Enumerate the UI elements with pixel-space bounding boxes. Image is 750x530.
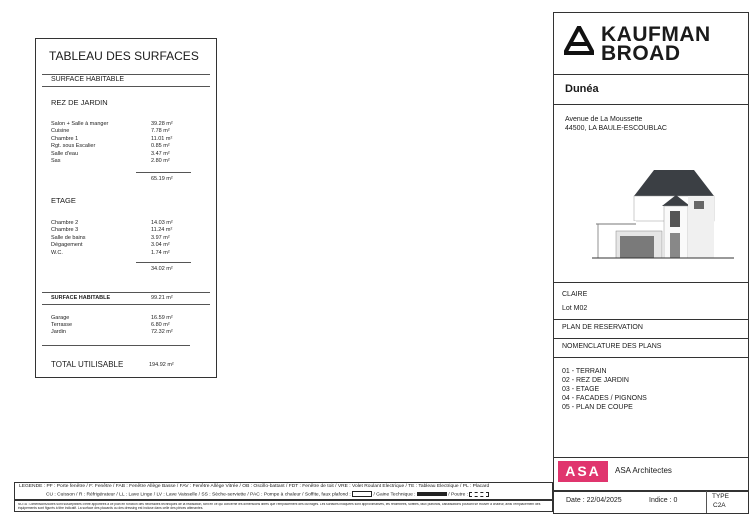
type-label: TYPE xyxy=(712,493,729,500)
row-label: Terrasse xyxy=(51,322,73,329)
group-title-rdj: REZ DE JARDIN xyxy=(51,98,108,107)
nomenclature-list xyxy=(554,357,748,458)
nomenclature-item: 03 - ETAGE xyxy=(562,386,600,393)
type-value: C2A xyxy=(713,502,726,509)
surfaces-table xyxy=(35,38,217,378)
row-value: 3.97 m² xyxy=(151,234,170,241)
asa-logo-icon xyxy=(558,461,608,482)
row-label: Salon + Salle à manger xyxy=(51,121,109,127)
indice-text: Indice : 0 xyxy=(649,497,678,504)
footer-box xyxy=(553,490,749,514)
asa-logo-text: ASA xyxy=(565,463,601,479)
client-name: CLAIRE xyxy=(562,291,588,298)
architect-area xyxy=(554,457,748,491)
nota-text: NOTA : Dimensions/côtes sont susceptibles d'être apportées à ce plan en fonction des nécessités techniques de la réalisation, tant en ce qui concerne les dimensions libres que l'emplacement des ouvrages. Les surfaces indiquées sont approximatives, les retombées, soffites, faux plafonds, canalisations pouvant se trouver à chaleur, ainsi l'emplacement des équipements sont figurés à titre indicatif. La surface des placards ou des dressing est incluse dans celle des pièces attenantes. xyxy=(18,503,541,510)
group-total-etage: 34.02 m² xyxy=(151,266,173,272)
row-value: 16.59 m² xyxy=(151,315,173,321)
surface-habitable-header: SURFACE HABITABLE xyxy=(51,76,125,83)
row-value: 11.24 m² xyxy=(151,227,173,234)
row-label: Chambre 2 xyxy=(51,220,79,226)
row-value: 72.32 m² xyxy=(151,329,173,336)
poutre-symbol-icon xyxy=(469,492,489,497)
plan-type-area xyxy=(554,319,748,339)
legend-line2-a: CU : Cuisson / R : Réfrigérateur / LL : Lave Linge / LV : Lave Vaisselle / SS : Sèche-serviette / PAC : Pompe à chaleur / Soffite, faux plafond : xyxy=(46,492,351,498)
nomenclature-title: NOMENCLATURE DES PLANS xyxy=(562,343,662,350)
group-total-rdj: 65.19 m² xyxy=(151,176,173,182)
legend-line2-c: / Poutre : xyxy=(448,492,469,498)
kb-logo-icon xyxy=(564,26,594,56)
row-label: Garage xyxy=(51,315,70,321)
brand-line1: KAUFMAN xyxy=(601,23,711,46)
row-label: Chambre 1 xyxy=(51,135,79,142)
row-value: 39.28 m² xyxy=(151,121,173,127)
brand-area xyxy=(554,13,748,75)
nomenclature-item: 01 - TERRAIN xyxy=(562,368,607,375)
gaine-symbol-icon xyxy=(417,492,447,496)
nomenclature-item: 05 - PLAN DE COUPE xyxy=(562,404,633,411)
legend-line1: LEGENDE : PF : Porte fenêtre / F: Fenêtre / FAB : Fenêtre Allège Basse / FAV : Fenêtre Allège Vitrée / OB : Oscillo-battant / FDT : Fenêtre de toit / VRE : Volet Roulant Electrique / TE : Tableau Electrique / PL : Placard xyxy=(19,484,490,489)
brand-line2: BROAD xyxy=(601,42,681,65)
nomenclature-item: 02 - REZ DE JARDIN xyxy=(562,377,629,384)
row-value: 6.80 m² xyxy=(151,322,170,329)
project-name: Dunéa xyxy=(565,83,599,95)
row-value: 0.85 m² xyxy=(151,143,170,150)
row-label: Cuisine xyxy=(51,128,70,135)
surfaces-title: TABLEAU DES SURFACES xyxy=(49,49,199,63)
client-area xyxy=(554,282,748,320)
address-area xyxy=(554,104,748,283)
row-label: Rgt. sous Escalier xyxy=(51,143,96,150)
architect-name: ASA Architectes xyxy=(615,466,672,475)
row-value: 7.78 m² xyxy=(151,128,170,135)
legend-box xyxy=(14,482,553,500)
project-area xyxy=(554,74,748,105)
plan-type: PLAN DE RESERVATION xyxy=(562,324,643,331)
legend-line2-b: / Gaine Technique : xyxy=(373,492,416,498)
row-value: 11.01 m² xyxy=(151,135,173,142)
row-label: Salle d'eau xyxy=(51,150,79,157)
nota-box xyxy=(14,500,553,512)
row-value: 1.74 m² xyxy=(151,249,170,256)
row-value: 3.04 m² xyxy=(151,242,170,249)
row-label: W.C. xyxy=(51,249,63,256)
row-label: Sas xyxy=(51,158,61,164)
habitable-label: SURFACE HABITABLE xyxy=(51,295,111,301)
nomenclature-header xyxy=(554,338,748,358)
nomenclature-item: 04 - FACADES / PIGNONS xyxy=(562,395,647,402)
row-value: 3.47 m² xyxy=(151,150,170,157)
row-value: 14.03 m² xyxy=(151,220,173,226)
row-label: Jardin xyxy=(51,329,66,336)
row-label: Salle de bains xyxy=(51,234,86,241)
total-utilisable-label: TOTAL UTILISABLE xyxy=(51,360,124,369)
total-utilisable-value: 194.92 m² xyxy=(149,362,174,368)
row-value: 2.80 m² xyxy=(151,158,170,164)
row-label: Dégagement xyxy=(51,242,83,249)
legend-line2 xyxy=(46,491,489,497)
date-text: Date : 22/04/2025 xyxy=(566,497,622,504)
group-title-etage: ETAGE xyxy=(51,196,76,205)
row-label: Chambre 3 xyxy=(51,227,79,234)
title-block xyxy=(553,12,749,492)
lot-number: Lot M02 xyxy=(562,305,588,312)
house-elevation-image xyxy=(592,168,734,268)
address-line1: Avenue de La Moussette xyxy=(565,116,643,123)
address-line2: 44500, LA BAULE-ESCOUBLAC xyxy=(565,125,667,132)
soffite-symbol-icon xyxy=(352,491,372,497)
habitable-value: 99.21 m² xyxy=(151,295,173,301)
